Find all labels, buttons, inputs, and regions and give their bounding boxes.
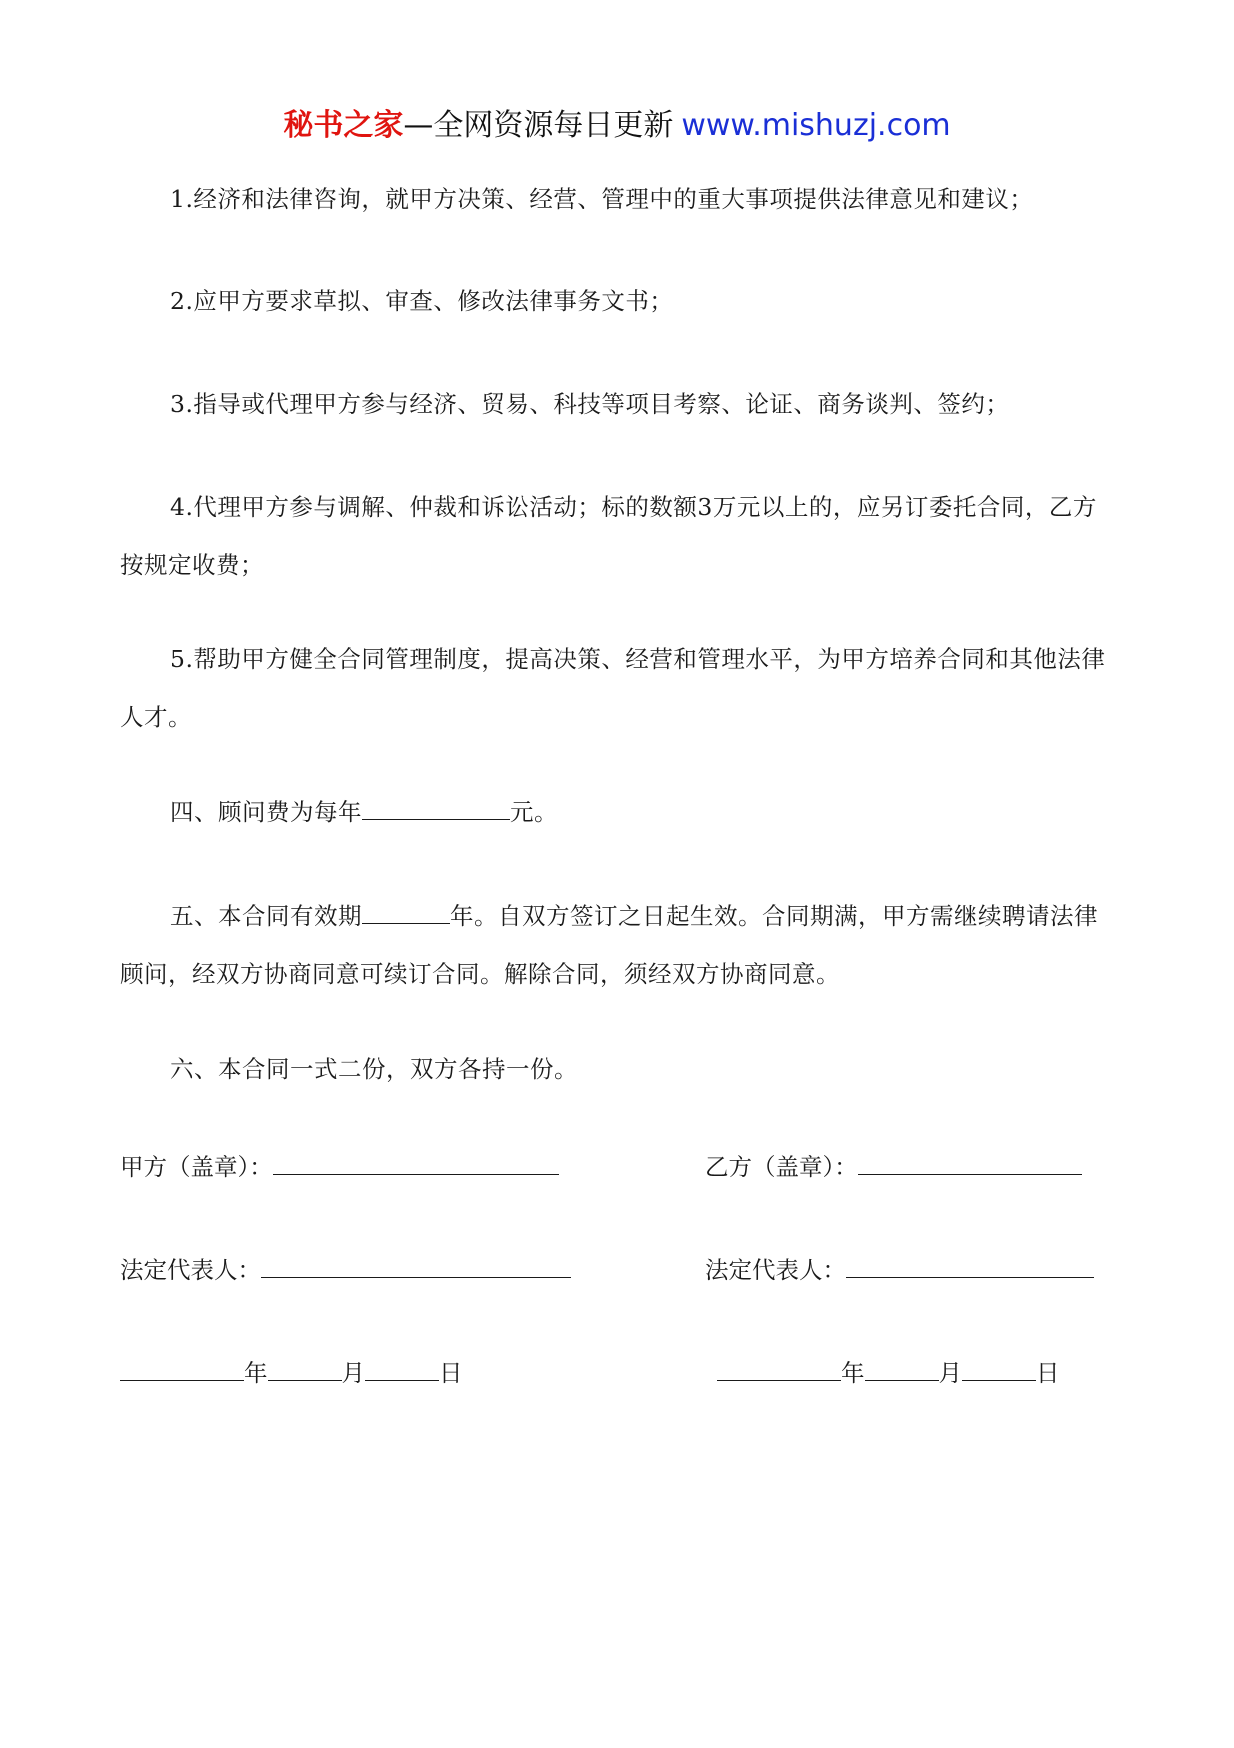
legal-rep-b [705, 1247, 1094, 1290]
party-b-seal [705, 1144, 1082, 1187]
party-b-seal-label: 乙方（盖章）： [705, 1153, 858, 1181]
party-a-month-label: 月 [341, 1359, 365, 1387]
party-b-seal-blank [858, 1144, 1082, 1175]
header-slogan: —全网资源每日更新 [403, 108, 674, 143]
brand-name: 秘书之家 [283, 108, 404, 143]
clause-4: 4.代理甲方参与调解、仲裁和诉讼活动；标的数额3万元以上的，应另订委托合同，乙方按规定收费； [120, 493, 1097, 579]
clause-fee [120, 783, 1110, 841]
party-b-year-label: 年 [841, 1359, 865, 1387]
legal-rep-b-blank [846, 1247, 1094, 1278]
party-b-month-label: 月 [938, 1359, 962, 1387]
party-b-day-blank [962, 1350, 1036, 1381]
party-a-seal-blank [273, 1144, 559, 1175]
party-a-month-blank [268, 1350, 342, 1381]
clause-term [120, 887, 1110, 1003]
party-b-month-blank [865, 1350, 939, 1381]
seal-row [120, 1144, 1110, 1184]
site-header [0, 100, 1234, 144]
party-a-year-label: 年 [244, 1359, 268, 1387]
party-b-year-blank [717, 1350, 841, 1381]
legal-rep-b-label: 法定代表人： [705, 1256, 846, 1284]
legal-rep-a [120, 1247, 571, 1290]
party-a-day-blank [365, 1350, 439, 1381]
party-a-seal-label: 甲方（盖章）： [120, 1153, 273, 1181]
legal-rep-a-blank [261, 1247, 571, 1278]
fee-blank [362, 789, 510, 820]
party-a-date [120, 1350, 463, 1393]
party-a-year-blank [120, 1350, 244, 1381]
party-a-day-label: 日 [439, 1359, 463, 1387]
date-row [120, 1350, 1110, 1390]
term-label: 五、本合同有效期 [170, 902, 362, 930]
party-b-date [717, 1350, 1060, 1393]
clause-copies: 六、本合同一式二份，双方各持一份。 [170, 1055, 578, 1083]
term-text: 年。自双方签订之日起生效。合同期满，甲方需继续聘请法律顾问，经双方协商同意可续订合同。解除合同，须经双方协商同意。 [120, 902, 1098, 988]
party-a-seal [120, 1144, 559, 1187]
clause-2: 2.应甲方要求草拟、审查、修改法律事务文书； [170, 287, 674, 315]
legal-rep-row [120, 1247, 1110, 1287]
fee-unit: 元。 [510, 798, 558, 826]
party-b-day-label: 日 [1036, 1359, 1060, 1387]
clause-3: 3.指导或代理甲方参与经济、贸易、科技等项目考察、论证、商务谈判、签约； [170, 390, 1010, 418]
site-url-link[interactable]: www.mishuzj.com [681, 108, 951, 143]
legal-rep-a-label: 法定代表人： [120, 1256, 261, 1284]
clause-5: 5.帮助甲方健全合同管理制度，提高决策、经营和管理水平，为甲方培养合同和其他法律人才。 [120, 645, 1106, 731]
clause-1: 1.经济和法律咨询，就甲方决策、经营、管理中的重大事项提供法律意见和建议； [170, 185, 1034, 213]
term-years-blank [362, 893, 450, 924]
fee-label: 四、顾问费为每年 [170, 798, 362, 826]
